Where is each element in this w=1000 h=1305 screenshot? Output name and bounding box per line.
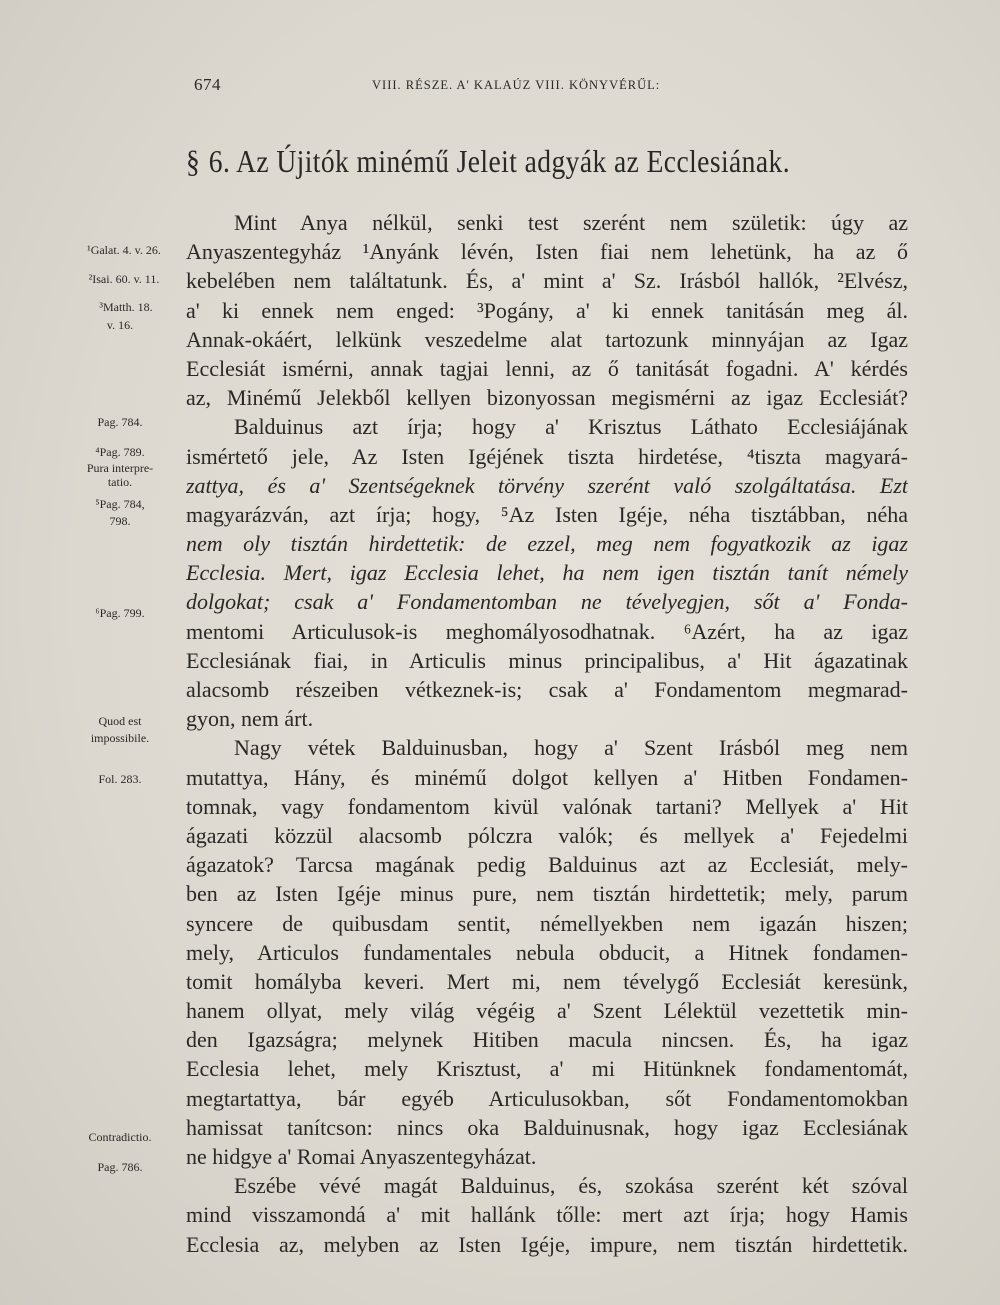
text-line: ágazati közzül alacsomb pólczra valók; és mellyek a' Fejedelmi [186, 822, 908, 848]
text-line: Ecclesiát ismérni, annak tagjai lenni, az ő tanitását fogadni. A' kérdés [186, 355, 908, 381]
section-symbol: § [186, 143, 201, 179]
margin-note: Contradictio. [88, 1130, 152, 1144]
text-line: hamissat tanítcson: nincs oka Balduinusnak, hogy igaz Ecclesiának [186, 1114, 908, 1140]
text-line: mind visszamondá a' mit hallánk tőlle: mert azt írja; hogy Hamis [186, 1202, 908, 1228]
text-line: ágazatok? Tarcsa magának pedig Balduinus azt az Ecclesiát, mely- [186, 852, 908, 878]
margin-note: Fol. 283. [98, 772, 142, 786]
text-line: Mint Anya nélkül, senki test szerént nem születik: úgy az [234, 210, 908, 235]
text-line: mely, Articulos fundamentales nebula obducit, a Hitnek fondamen- [186, 939, 908, 965]
text-line: mutattya, Hány, és minémű dolgot kellyen a' Hitben Fondamen- [186, 764, 908, 790]
text-line: mentomi Articulusok-is meghomályosodhatnak. ⁶Azért, ha az igaz [186, 618, 908, 644]
text-line: magyarázván, azt írja; hogy, ⁵Az Isten Igéje, néha tisztábban, néha [186, 501, 908, 527]
text-line: Nagy vétek Balduinusban, hogy a' Szent Irásból meg nem [234, 735, 908, 761]
margin-note: ⁶Pag. 799. [95, 606, 145, 620]
text-line: Ecclesia az, melyben az Isten Igéje, impure, nem tisztán hirdettetik. [186, 1231, 908, 1257]
text-line: Anyaszentegyház ¹Anyánk lévén, Isten fiai nem lehetünk, ha az ő [186, 239, 908, 265]
section-title-text: 6. Az Újitók minémű Jeleit adgyák az Ecclesiának. [208, 143, 791, 179]
text-line: az, Minémű Jelekből kellyen bizonyossan megismérni az igaz Ecclesiát? [186, 385, 908, 411]
margin-note: Quod est [98, 714, 142, 728]
section-title [186, 143, 814, 180]
text-line: Eszébe vévé magát Balduinus, és, szokása szerént két szóval [234, 1173, 908, 1199]
margin-note: ⁴Pag. 789. [95, 445, 145, 459]
margin-note: Pag. 784. [97, 415, 143, 429]
text-line: megtartattya, bár egyéb Articulusokban, sőt Fondamentomokban [186, 1085, 908, 1111]
text-line: tomnak, vagy fondamentom kivül valónak tartani? Mellyek a' Hit [186, 793, 908, 819]
text-line: hanem ollyat, mely világ végéig a' Szent Lélektül vezettetik min- [186, 998, 908, 1024]
margin-note: tatio. [107, 475, 133, 489]
text-line: tomit homályba keveri. Mert mi, nem tévelygő Ecclesiát keresünk, [186, 968, 908, 994]
text-line: Ecclesia. Mert, igaz Ecclesia lehet, ha nem igen tisztán tanít némely [186, 560, 908, 586]
margin-note: v. 16. [106, 318, 134, 332]
text-line: Ecclesiának fiai, in Articulis minus principalibus, a' Hit ágazatinak [186, 647, 908, 673]
text-line: Annak-okáért, lelkünk veszedelme alat tartozunk minnyájan az Igaz [186, 326, 908, 352]
margin-note: ⁵Pag. 784, [95, 497, 145, 511]
text-line: nem oly tisztán hirdettetik: de ezzel, meg nem fogyatkozik az igaz [186, 531, 908, 557]
margin-note: Pag. 786. [97, 1160, 143, 1174]
running-head: VIII. RÉSZE. A' KALAÚZ VIII. KÖNYVÉRŰL: [372, 78, 661, 92]
text-line: Ecclesia lehet, mely Krisztust, a' mi Hitünknek fondamentomát, [186, 1056, 908, 1082]
text-line: a' ki ennek nem enged: ³Pogány, a' ki ennek tanitásán meg ál. [186, 297, 908, 323]
page-number: 674 [194, 75, 221, 94]
text-line: ne hidgye a' Romai Anyaszentegyházat. [186, 1144, 537, 1169]
margin-note: ²Isai. 60. v. 11. [88, 272, 160, 286]
text-line: alacsomb részeiben vétkeznek-is; csak a' Fondamentom megmarad- [186, 677, 908, 702]
body-text [186, 208, 908, 1259]
text-line: ismértető jele, Az Isten Igéjének tiszta hirdetése, ⁴tiszta magyará- [186, 443, 908, 469]
text-line: dolgokat; csak a' Fondamentomban ne tévelyegjen, sőt a' Fonda- [186, 589, 908, 615]
text-line: kebelében nem találtatunk. És, a' mint a' Sz. Irásból hallók, ²Elvész, [186, 268, 908, 294]
page-header [0, 75, 1000, 99]
margin-note: 798. [109, 514, 131, 528]
text-line: den Igazságra; melynek Hitiben macula nincsen. És, ha igaz [186, 1027, 908, 1053]
text-line: zattya, és a' Szentségeknek törvény szerént való szolgáltatása. Ezt [186, 472, 908, 498]
margin-note: Pura interpre- [86, 461, 154, 475]
text-line: ben az Isten Igéje minus pure, nem tisztán hirdettetik; mely, parum [186, 881, 908, 907]
text-line: syncere de quibusdam sentit, némellyekben nem igazán hiszen; [186, 910, 908, 936]
margin-note: ¹Galat. 4. v. 26. [87, 243, 161, 257]
margin-note: impossibile. [90, 731, 150, 745]
text-line: gyon, nem árt. [186, 706, 314, 732]
text-line: Balduinus azt írja; hogy a' Krisztus Láthato Ecclesiájának [234, 414, 908, 440]
margin-note: ³Matth. 18. [99, 300, 153, 314]
